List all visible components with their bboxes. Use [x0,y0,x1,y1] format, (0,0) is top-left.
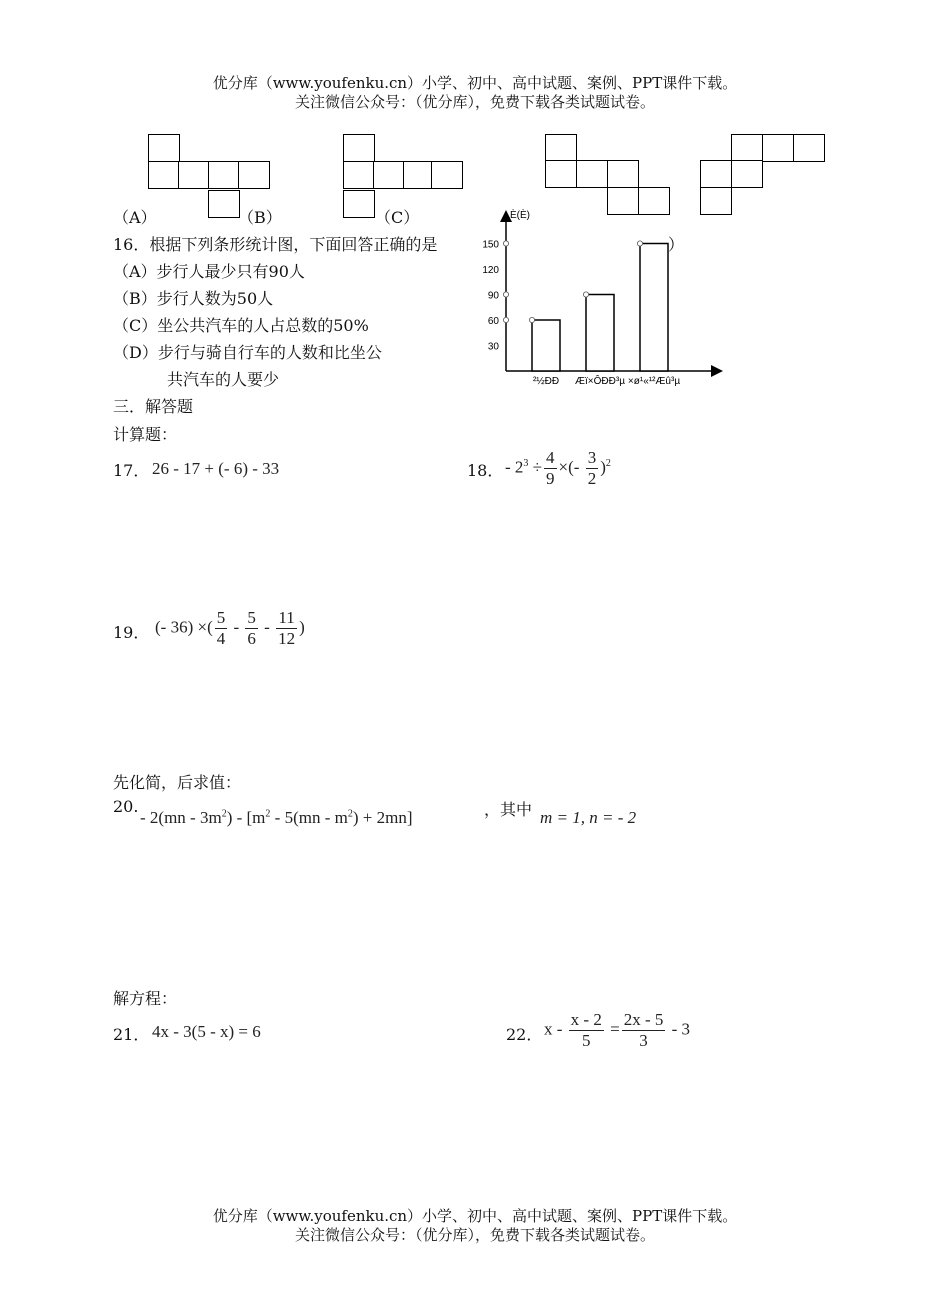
q16-option-d-line1: （D）步行与骑自行车的人数和比坐公 [113,343,382,362]
bar-marker [529,317,534,322]
q22-number: 22． [506,1025,543,1044]
net-square [431,161,463,189]
q19-expression: (- 36) ×( $\frac{5}{4}$ - $\frac{5}{6}$ - $\frac{11}{12}$ ) [155,608,305,648]
net-square [545,160,577,188]
q16-option-c: （C）坐公共汽车的人占总数的50% [113,316,369,335]
q20-where: ，其中 [484,800,533,819]
q16-option-b: （B）步行人数为50人 [113,289,274,308]
q20-number: 20. [113,797,139,816]
footer-line-2: 关注微信公众号：（优分库），免费下载各类试题试卷。 [294,1226,655,1244]
bar [640,244,668,372]
net-square [762,134,794,162]
net-square [373,161,405,189]
q20-expression: - $2(mn - 3m^2) - [m^2 - 5(mn - m^2) + 2mn]$ [140,808,413,827]
q16-option-a: （A）步行人最少只有90人 [113,262,305,281]
bar-marker [503,317,508,322]
net-square [343,134,375,162]
net-square [731,134,763,162]
net-square [793,134,825,162]
footer-line-1: 优分库（www.youfenku.cn）小学、初中、高中试题、案例、PPT课件下载。 [212,1207,738,1225]
calc-title: 计算题： [113,425,178,444]
section-3-title: 三．解答题 [113,397,194,416]
y-tick-label: 90 [487,290,499,302]
net-square [208,190,240,218]
bar [532,320,560,371]
net-square [576,160,608,188]
net-square [545,134,577,162]
net-square [148,161,180,189]
q17-expression: 26 - 17 + (- 6) - 33 [152,459,280,478]
bar-marker [637,241,642,246]
y-tick-label: 60 [487,316,499,327]
net-square [178,161,210,189]
q16-stem: 16．根据下列条形统计图，下面回答正确的是 [113,235,438,254]
bar-marker [503,241,508,246]
net-square [607,160,639,188]
q18-number: 18． [467,461,504,480]
x-category-label: ×ø¹«¹²Æû³µ [627,376,681,387]
q16-stem-end: ） [668,235,685,254]
bar-marker [503,292,508,297]
q18-expression: - $2^3$ ÷ $\frac{4}{9}$ ×(- $\frac{3}{2}$ )$^2$ [505,448,611,488]
q20-condition: m = 1, n = - 2 [540,808,637,827]
q16-option-d-line2: 共汽车的人要少 [167,370,280,389]
q21-number: 21． [113,1025,150,1044]
y-tick-label: 120 [482,265,499,276]
option-b-label: （B） [238,208,282,227]
net-square [208,161,240,189]
bar-marker [583,292,588,297]
x-category-label: ²½ÐÐ [532,376,560,387]
net-square [238,161,270,189]
net-square [343,190,375,218]
header-line-1: 优分库（www.youfenku.cn）小学、初中、高中试题、案例、PPT课件下载。 [212,74,738,92]
q22-expression: x - $\frac{x - 2}{5}$ = $\frac{2x - 5}{3}$ - 3 [544,1010,691,1050]
bar [586,295,614,372]
option-c-label: （C） [375,208,420,227]
equation-title: 解方程： [113,989,178,1008]
y-axis-label: È(È) [510,210,530,221]
x-category-label: Æï×ÔÐÐ³µ [575,376,625,387]
net-square [148,134,180,162]
option-a-label: （A） [113,208,157,227]
simplify-title: 先化简，后求值： [113,773,242,792]
y-tick-label: 30 [487,341,499,353]
q17-number: 17． [113,461,150,480]
header-line-2: 关注微信公众号：（优分库），免费下载各类试题试卷。 [294,93,655,111]
y-tick-label: 150 [482,239,499,251]
x-axis-arrow [711,365,723,377]
net-square [731,160,763,188]
bar-chart [475,203,725,395]
q19-number: 19． [113,623,150,642]
q21-expression: 4x - 3(5 - x) = 6 [152,1022,261,1041]
net-square [700,160,732,188]
net-square [343,161,375,189]
